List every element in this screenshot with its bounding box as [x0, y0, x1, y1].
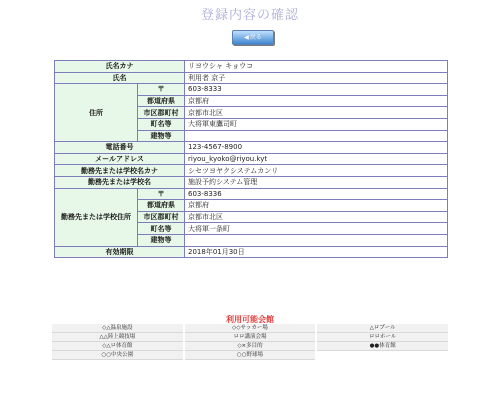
work-pref-label: 都道府県: [138, 200, 185, 212]
email-label: メールアドレス: [55, 153, 185, 165]
facility-item: ○○野球場: [185, 351, 316, 360]
work-postal-label: 〒: [138, 188, 185, 200]
table-row: [55, 142, 448, 154]
expiry-value: 2018年01月30日: [185, 246, 448, 258]
facilities-title: 利用可能会館: [226, 315, 274, 324]
table-row: [55, 84, 448, 96]
work-kana-label: 勤務先または学校名カナ: [55, 165, 185, 177]
back-arrow-icon: ◀: [244, 34, 249, 41]
facility-item: ○○中央公園: [52, 351, 183, 360]
table-row: [55, 165, 448, 177]
facility-empty-cell: [317, 351, 448, 360]
email-value: riyou_kyoko@riyou.kyt: [185, 153, 448, 165]
pref-value: 京都府: [185, 95, 448, 107]
work-kana-value: シセツヨヤクシステムカンリ: [185, 165, 448, 177]
phone-value: 123-4567-8900: [185, 142, 448, 154]
table-row: [55, 188, 448, 200]
facility-item: △ロプール: [317, 324, 448, 333]
town-value: 大将軍東鷹司町: [185, 118, 448, 130]
postal-value: 603-8333: [185, 84, 448, 96]
facility-item: ◇△温泉施設: [52, 324, 183, 333]
expiry-label: 有効期限: [55, 246, 185, 258]
work-label: 勤務先または学校名: [55, 176, 185, 188]
postal-label: 〒: [138, 84, 185, 96]
facility-item: ●●体育館: [317, 342, 448, 351]
registration-table: [54, 60, 448, 258]
table-row: [55, 61, 448, 73]
work-pref-value: 京都府: [185, 200, 448, 212]
work-city-label: 市区郡町村: [138, 211, 185, 223]
facilities-table: [50, 324, 450, 360]
table-row: [55, 246, 448, 258]
building-label: 建物等: [138, 130, 185, 142]
work-value: 施設予約システム管理: [185, 176, 448, 188]
pref-label: 都道府県: [138, 95, 185, 107]
table-row: [55, 176, 448, 188]
address-label: 住所: [55, 84, 138, 142]
work-city-value: 京都市北区: [185, 211, 448, 223]
table-row: [55, 72, 448, 84]
phone-label: 電話番号: [55, 142, 185, 154]
city-label: 市区郡町村: [138, 107, 185, 119]
building-value: [185, 130, 448, 142]
work-building-label: 建物等: [138, 234, 185, 246]
name-label: 氏名: [55, 72, 185, 84]
facility-item: △△陸上競技場: [52, 333, 183, 342]
name-value: 利用者 京子: [185, 72, 448, 84]
work-postal-value: 603-8336: [185, 188, 448, 200]
page-title: 登録内容の確認: [200, 8, 299, 23]
work-town-value: 大将軍一条町: [185, 223, 448, 235]
kana-label: 氏名カナ: [55, 61, 185, 73]
back-button[interactable]: [232, 30, 274, 45]
town-label: 町名等: [138, 118, 185, 130]
facility-item: ◇×多目的: [185, 342, 316, 351]
facility-item: ロロホール: [317, 333, 448, 342]
work-town-label: 町名等: [138, 223, 185, 235]
back-button-label: 戻る: [249, 34, 262, 41]
facility-item: ◇◇サッカー場: [185, 324, 316, 333]
facility-item: ロロ講演会場: [185, 333, 316, 342]
facility-item: ◇△ロ体育館: [52, 342, 183, 351]
facility-row: [52, 342, 448, 351]
facility-row: [52, 351, 448, 360]
facility-row: [52, 324, 448, 333]
work-building-value: [185, 234, 448, 246]
kana-value: リヨウシャ キョウコ: [185, 61, 448, 73]
work-address-label: 勤務先または学校住所: [55, 188, 138, 246]
facility-row: [52, 333, 448, 342]
city-value: 京都市北区: [185, 107, 448, 119]
table-row: [55, 153, 448, 165]
